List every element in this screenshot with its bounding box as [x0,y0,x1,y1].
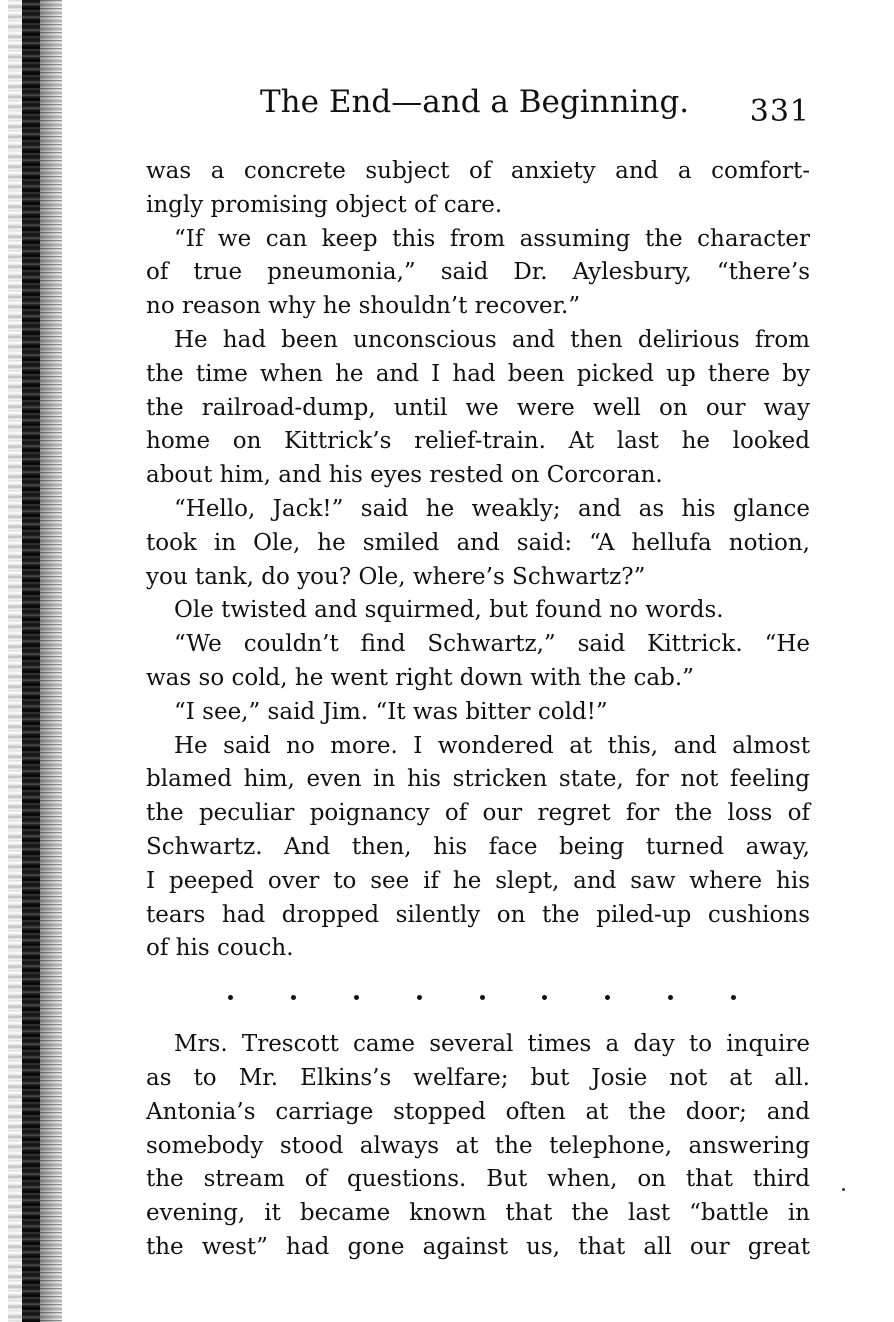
text-block-after-break [146,1028,810,1265]
text-line: Antonia’s carriage stopped often at the door; and [146,1098,810,1125]
text-line: “Hello, Jack!” said he weakly; and as his glance [174,495,810,522]
section-break-dot [731,995,736,1000]
text-line: the west” had gone against us, that all our great [146,1233,810,1260]
text-line: “I see,” said Jim. “It was bitter cold!” [174,698,608,725]
text-line: home on Kittrick’s relief-train. At last he looked [146,428,810,455]
section-break-dot [480,995,485,1000]
page-number: 331 [749,94,810,129]
section-break-dot [542,995,547,1000]
text-line: the time when he and I had been picked up there by [146,360,810,387]
text-line: “If we can keep this from assuming the character [174,225,810,252]
section-break-dot [417,995,422,1000]
text-line: somebody stood always at the telephone, answering [146,1132,810,1159]
section-break-dot [605,995,610,1000]
section-break-dot [228,995,233,1000]
section-break-dot [291,995,296,1000]
text-line: took in Ole, he smiled and said: “A hellufa notion, [146,529,810,556]
text-line: evening, it became known that the last “battle in [146,1200,810,1227]
text-line: the stream of questions. But when, on that third [146,1166,810,1193]
text-line: He had been unconscious and then delirious from [174,326,810,353]
gutter-inner-shadow [8,0,22,1322]
text-block-before-break [146,155,810,966]
text-line: I peeped over to see if he slept, and saw where his [146,867,810,894]
running-head: The End—and a Beginning. [260,84,690,120]
text-line: of true pneumonia,” said Dr. Aylesbury, “there’s [146,259,810,286]
text-line: Schwartz. And then, his face being turned away, [146,833,810,860]
gutter-edge-texture [40,0,62,1322]
text-line: was so cold, he went right down with the cab.” [146,664,694,691]
section-break-dot [354,995,359,1000]
text-line: Ole twisted and squirmed, but found no words. [174,597,724,624]
print-speck [842,1188,845,1191]
text-line: blamed him, even in his stricken state, for not feeling [146,766,810,793]
text-line: ingly promising object of care. [146,191,503,218]
text-line: the railroad-dump, until we were well on our way [146,394,810,421]
text-line: was a concrete subject of anxiety and a comfort- [146,158,810,184]
text-line: no reason why he shouldn’t recover.” [146,293,581,320]
text-line: tears had dropped silently on the piled-up cushions [146,901,810,928]
section-break-dot [668,995,673,1000]
page-header [146,84,816,134]
body-text [146,155,810,1265]
text-line: “We couldn’t find Schwartz,” said Kittrick. “He [174,631,810,658]
text-line: He said no more. I wondered at this, and almost [174,732,810,759]
text-line: the peculiar poignancy of our regret for the loss of [146,800,810,827]
text-line: as to Mr. Elkins’s welfare; but Josie not at all. [146,1064,810,1091]
section-break [146,966,810,1028]
text-line: of his couch. [146,935,294,962]
text-line: about him, and his eyes rested on Corcoran. [146,462,663,489]
text-line: you tank, do you? Ole, where’s Schwartz?” [146,563,646,590]
gutter-dark-band [22,0,40,1322]
text-line: Mrs. Trescott came several times a day to inquire [174,1031,810,1058]
binding-gutter-shadow [0,0,64,1322]
